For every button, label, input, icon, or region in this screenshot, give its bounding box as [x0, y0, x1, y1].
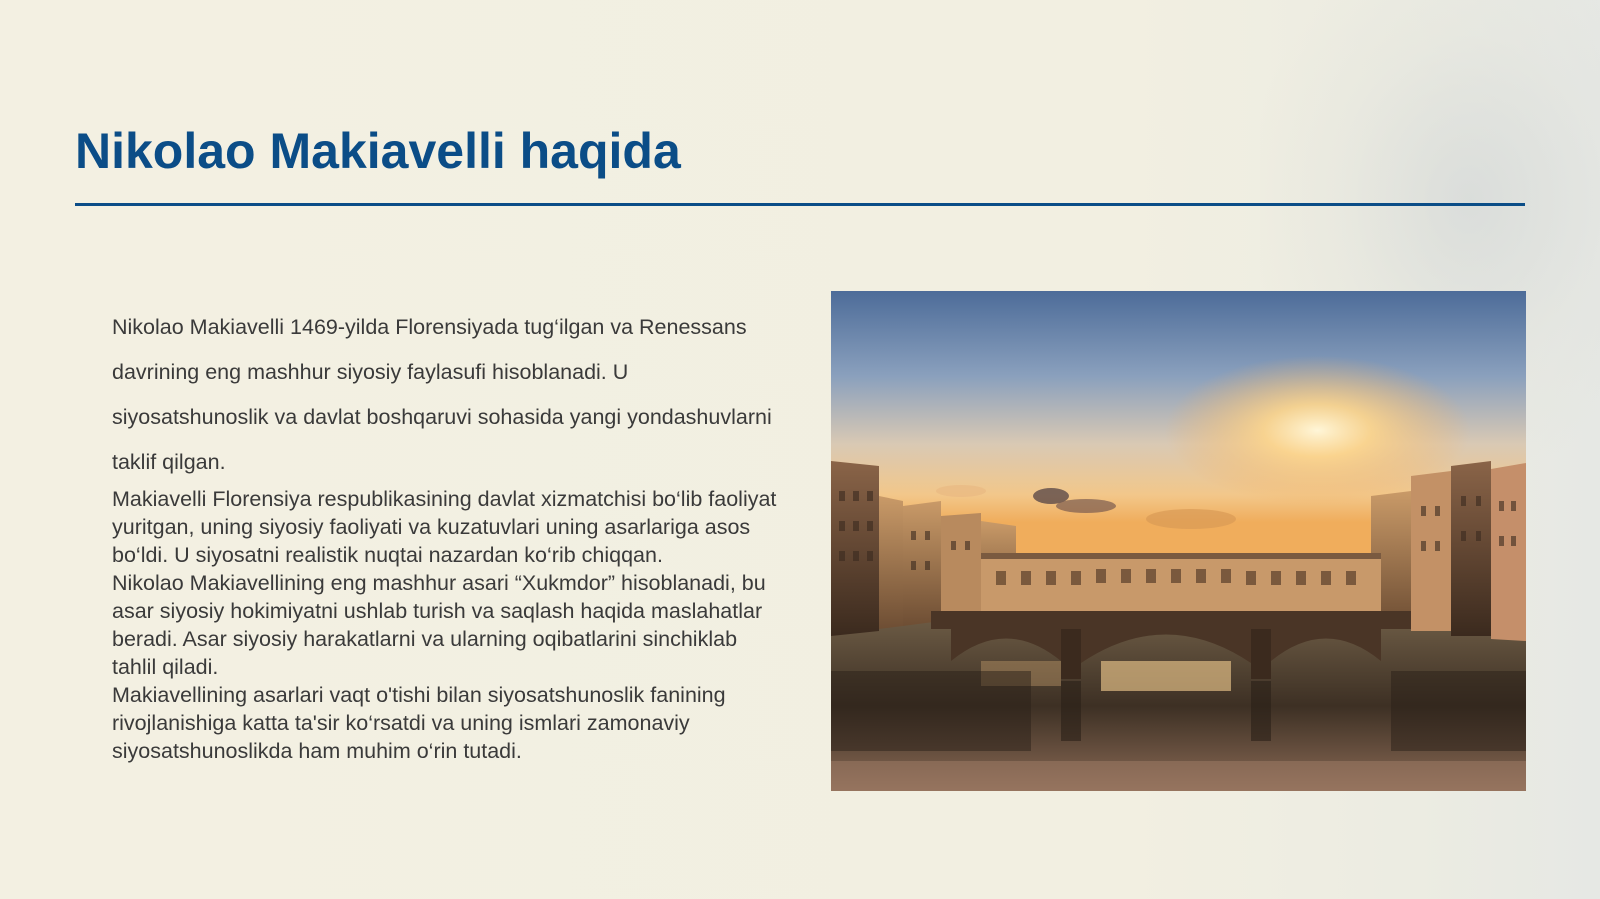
paragraph-birth: Nikolao Makiavelli 1469-yilda Florensiyada tug‘ilgan va Renessans davrining eng mashhur siyosiy faylasufi hisoblanadi. U siyosatshunoslik va davlat boshqaruvi sohasida yangi yondashuvlarni taklif qilgan.	[112, 315, 772, 474]
bridge-photo	[831, 291, 1526, 791]
paragraph-legacy: Makiavellining asarlari vaqt o'tishi bilan siyosatshunoslik fanining rivojlanishiga katta ta'sir ko‘rsatdi va uning ismlari zamonaviy siyosatshunoslikda ham muhim o‘rin tutadi.	[112, 683, 726, 763]
slide-title: Nikolao Makiavelli haqida	[75, 123, 681, 179]
body-text	[112, 305, 782, 765]
paragraph-career: Makiavelli Florensiya respublikasining davlat xizmatchisi bo‘lib faoliyat yuritgan, uning siyosiy faoliyati va kuzatuvlari uning asarlariga asos bo‘ldi. U siyosatni realistik nuqtai nazardan ko‘rib chiqqan.	[112, 487, 777, 567]
title-underline	[75, 203, 1525, 206]
paragraph-prince: Nikolao Makiavellining eng mashhur asari “Xukmdor” hisoblanadi, bu asar siyosiy hokimiyatni ushlab turish va saqlash haqida maslahatlar beradi. Asar siyosiy harakatlarni va ularning oqibatlarini sinchiklab tahlil qiladi.	[112, 571, 766, 679]
